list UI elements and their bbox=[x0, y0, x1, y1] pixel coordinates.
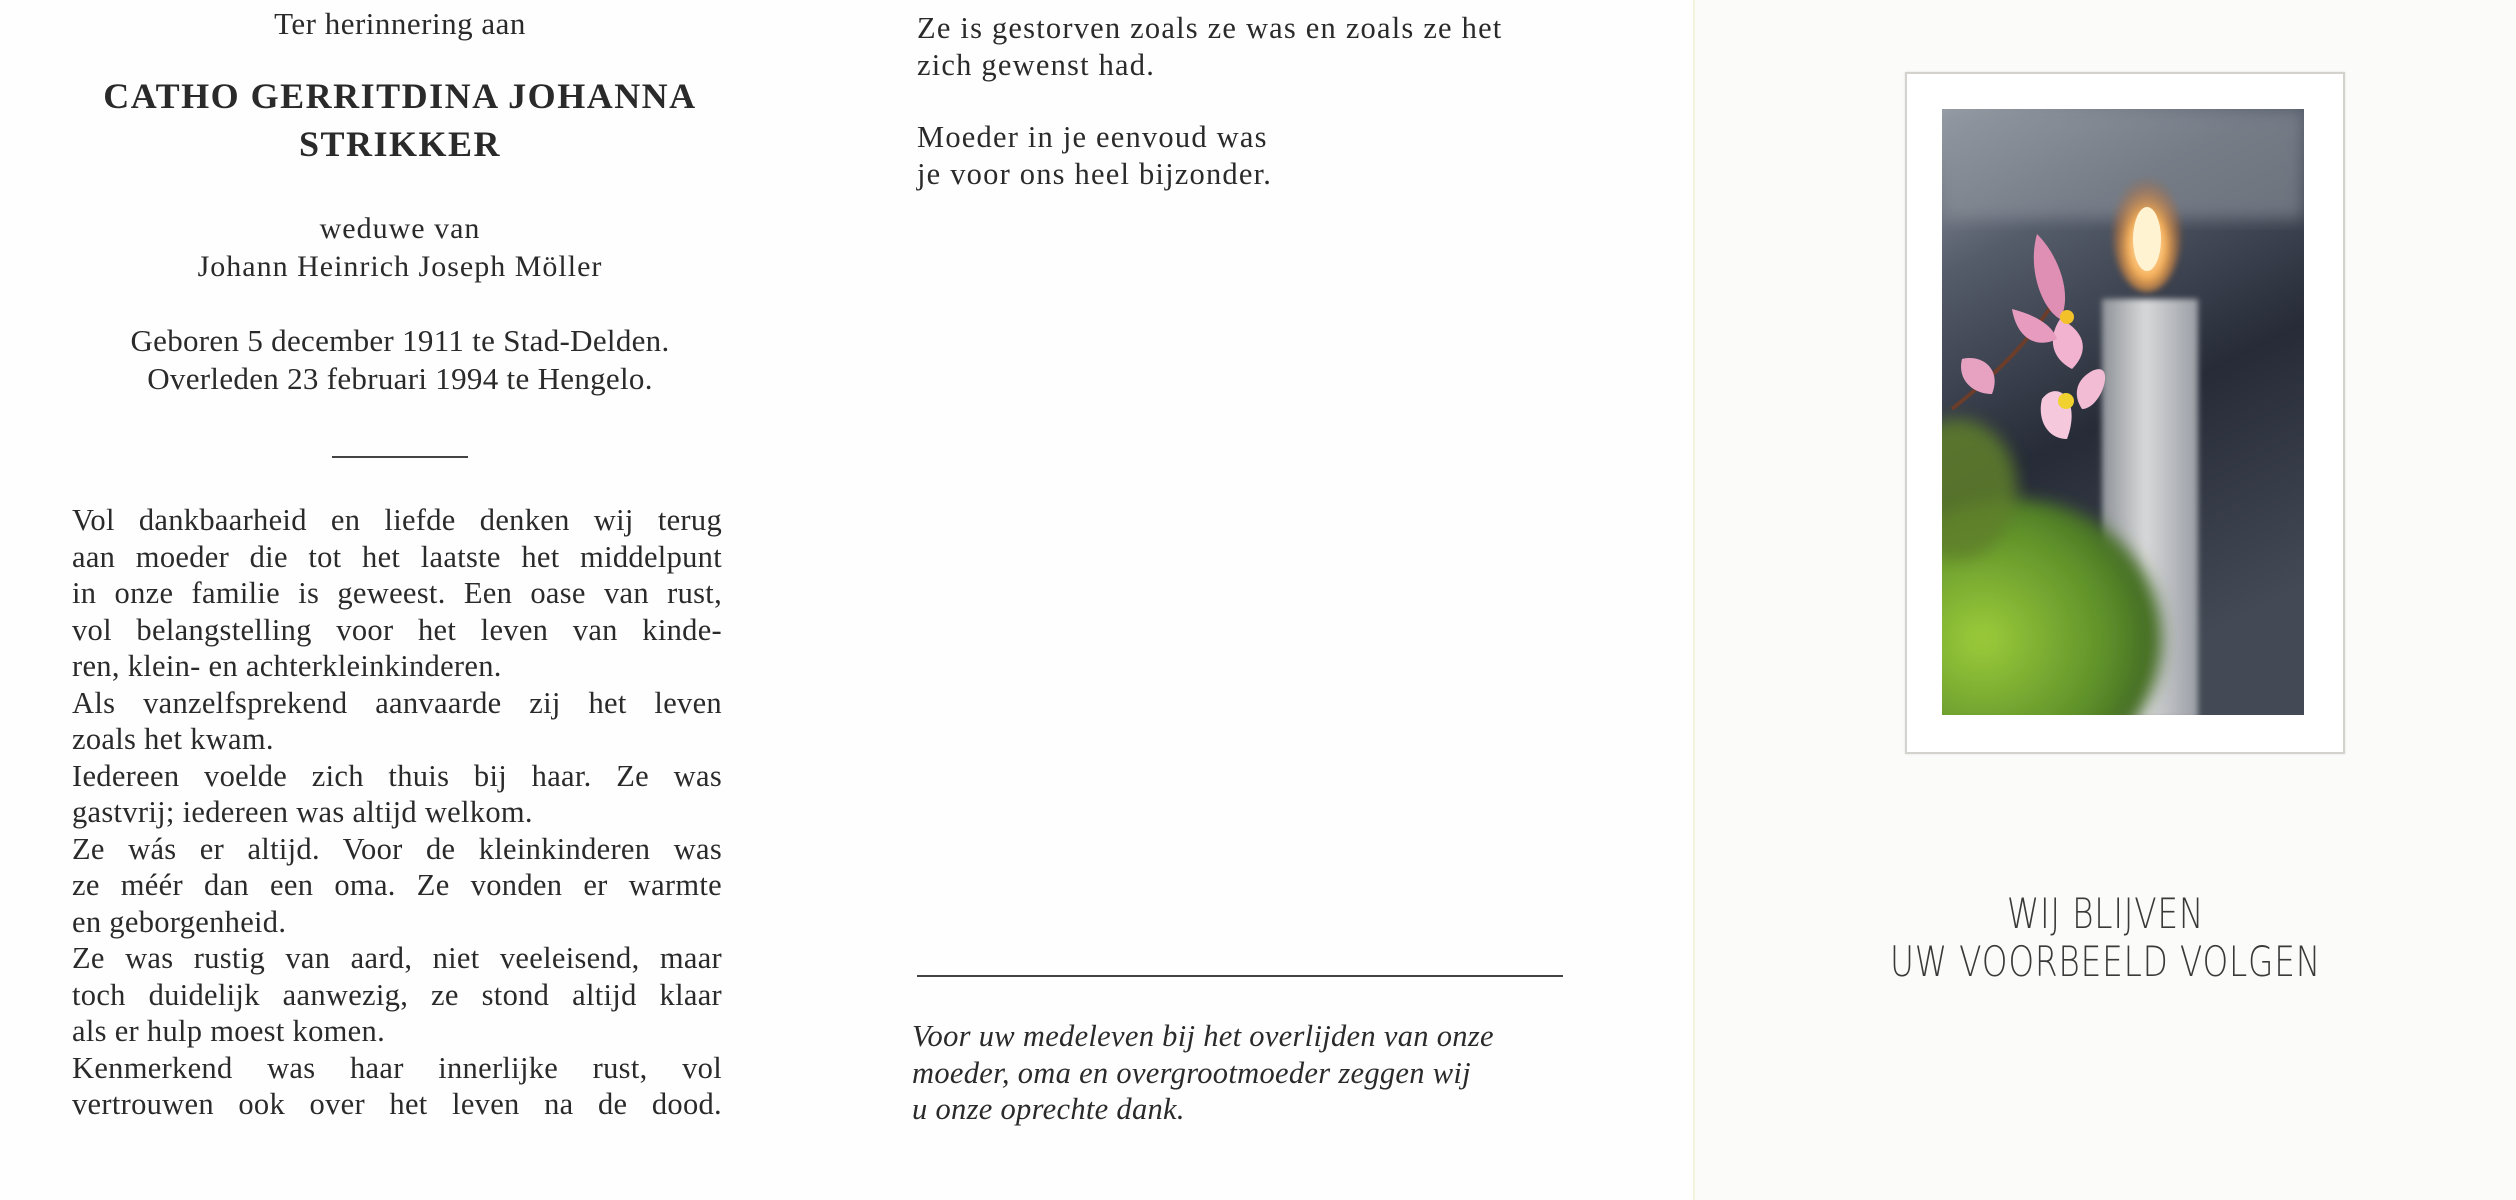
tribute-line: Ze wás er altijd. Voor de kleinkinderen was bbox=[72, 831, 722, 866]
tribute-line: Kenmerkend was haar innerlijke rust, vol bbox=[72, 1050, 722, 1085]
name-line-1: CATHO GERRITDINA JOHANNA bbox=[103, 76, 697, 116]
birth-date: Geboren 5 december 1911 te Stad-Delden. bbox=[130, 323, 670, 358]
intro-text: Ter herinnering aan bbox=[274, 6, 526, 41]
candle-and-flower-photo-icon bbox=[1942, 109, 2304, 715]
motto-line-1: WIJ BLIJVEN bbox=[2006, 889, 2205, 938]
tribute-line: toch duidelijk aanwezig, ze stond altijd klaar bbox=[72, 977, 722, 1012]
widow-label: weduwe van bbox=[319, 212, 481, 245]
short-divider bbox=[332, 456, 468, 458]
tribute-line: vertrouwen ook over het leven na de dood. bbox=[72, 1087, 722, 1121]
tribute-line: als er hulp moest komen. bbox=[72, 1014, 385, 1048]
widow-name: Johann Heinrich Joseph Möller bbox=[197, 250, 603, 283]
death-date: Overleden 23 februari 1994 te Hengelo. bbox=[147, 361, 653, 396]
poem-line: je voor ons heel bijzonder. bbox=[917, 156, 1273, 191]
tribute-line: Ze was rustig van aard, niet veeleisend, maar bbox=[72, 941, 722, 975]
poem-line: Moeder in je eenvoud was bbox=[917, 120, 1268, 154]
tribute-line: ze méér dan een oma. Ze vonden er warmte bbox=[72, 868, 722, 902]
motto-line-2: UW VOORBEELD VOLGEN bbox=[1890, 937, 2321, 986]
tribute-line: zoals het kwam. bbox=[72, 722, 274, 756]
widow-info bbox=[0, 210, 800, 286]
life-dates bbox=[0, 322, 800, 398]
photo-frame bbox=[1905, 72, 2345, 754]
tribute-line: gastvrij; iedereen was altijd welkom. bbox=[72, 795, 533, 829]
long-divider bbox=[917, 975, 1563, 977]
poem-line: zich gewenst had. bbox=[917, 47, 1156, 82]
thanks-text bbox=[912, 1018, 1582, 1128]
tribute-line: Als vanzelfsprekend aanvaarde zij het leven bbox=[72, 685, 722, 720]
stanza-gap bbox=[917, 83, 1577, 119]
tribute-line: vol belangstelling voor het leven van kinde- bbox=[72, 612, 722, 647]
thanks-line: moeder, oma en overgrootmoeder zeggen wij bbox=[912, 1055, 1471, 1090]
poem bbox=[917, 10, 1577, 192]
tribute-line: Iedereen voelde zich thuis bij haar. Ze was bbox=[72, 758, 722, 793]
tribute-line: aan moeder die tot het laatste het middelpunt bbox=[72, 539, 722, 574]
candle-and-flower-photo bbox=[1942, 109, 2304, 715]
motto bbox=[1785, 890, 2425, 986]
name-line-2: STRIKKER bbox=[298, 124, 502, 164]
deceased-name bbox=[0, 72, 800, 168]
tribute-line: ren, klein- en achterkleinkinderen. bbox=[72, 649, 502, 683]
tribute-line: en geborgenheid. bbox=[72, 904, 287, 939]
poem-line: Ze is gestorven zoals ze was en zoals ze het bbox=[917, 11, 1503, 45]
tribute-line: in onze familie is geweest. Een oase van rust, bbox=[72, 576, 722, 610]
thanks-line: Voor uw medeleven bij het overlijden van onze bbox=[912, 1019, 1494, 1053]
tribute-text bbox=[72, 502, 722, 1123]
tribute-line: Vol dankbaarheid en liefde denken wij terug bbox=[72, 503, 722, 537]
thanks-line: u onze oprechte dank. bbox=[912, 1092, 1185, 1126]
